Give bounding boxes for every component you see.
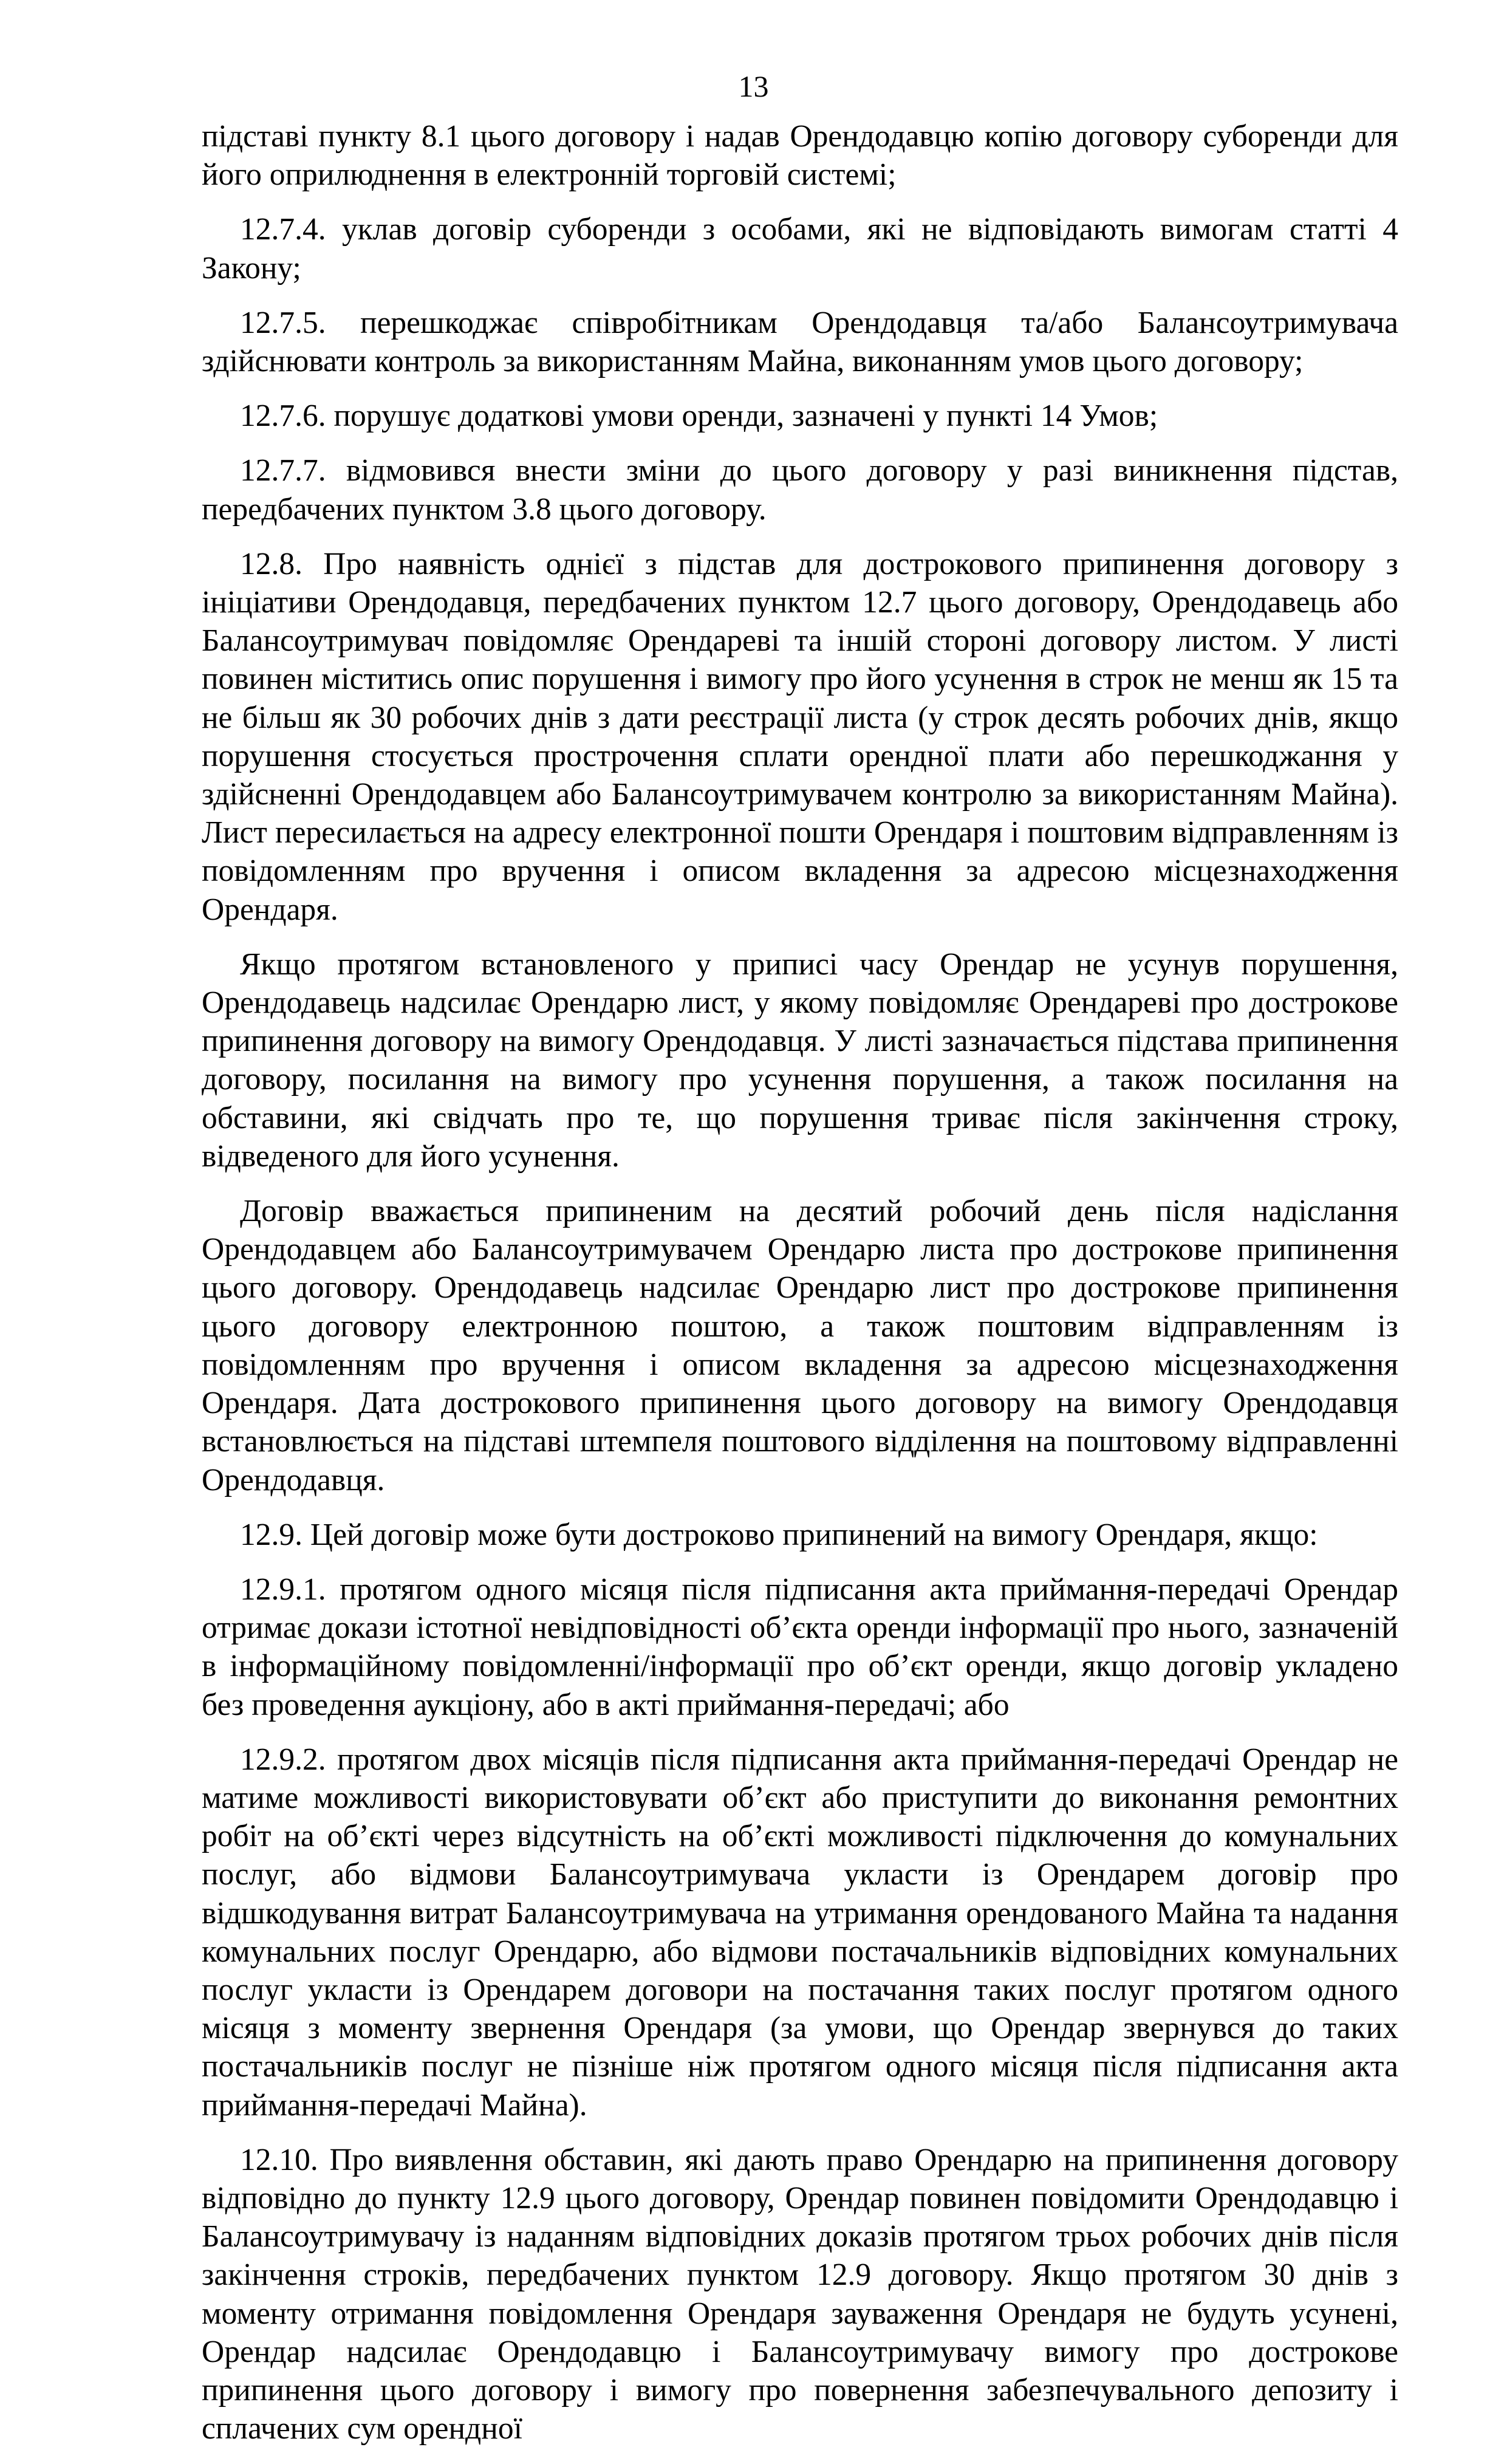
paragraph-12-7-4: 12.7.4. уклав договір суборенди з особами, які не відповідають вимогам статті 4 Закону;	[202, 212, 1398, 286]
paragraph-12-9: 12.9. Цей договір може бути достроково припинений на вимогу Орендаря, якщо:	[240, 1517, 1318, 1552]
page-number: 13	[738, 69, 769, 103]
paragraph-12-8: 12.8. Про наявність однієї з підстав для дострокового припинення договору з ініціативи Орендодавця, передбачених пунктом 12.7 цього договору, Орендодавець або Балансоутримувач повідомляє Орендареві та іншій стороні договору листом. У листі повинен міститись опис порушення і вимогу про його усунення в строк не менш як 15 та не більш як 30 робочих днів з дати реєстрації листа (у строк десять робочих днів, якщо порушення стосується прострочення сплати орендної плати або перешкоджання у здійсненні Орендодавцем або Балансоутримувачем контролю за використанням Майна). Лист пересилається на адресу електронної пошти Орендаря і поштовим відправленням із повідомленням про вручення і описом вкладення за адресою місцезнаходження Орендаря.	[202, 546, 1398, 927]
paragraph-12-10: 12.10. Про виявлення обставин, які дають право Орендарю на припинення договору відповідно до пункту 12.9 цього договору, Орендар повинен повідомити Орендодавцю і Балансоутримувачу із наданням відповідних доказів протягом трьох робочих днів після закінчення строків, передбачених пунктом 12.9 договору. Якщо протягом 30 днів з моменту отримання повідомлення Орендаря зауваження Орендаря не будуть усунені, Орендар надсилає Орендодавцю і Балансоутримувачу вимогу про дострокове припинення цього договору і вимогу про повернення забезпечувального депозиту і сплачених сум орендної	[202, 2142, 1398, 2446]
paragraph-12-8-termination-date: Договір вважається припиненим на десятий робочий день після надіслання Орендодавцем або Балансоутримувачем Орендарю листа про дострокове припинення цього договору. Орендодавець надсилає Орендарю лист про дострокове припинення цього договору електронною поштою, а також поштовим відправленням із повідомленням про вручення і описом вкладення за адресою місцезнаходження Орендаря. Дата дострокового припинення цього договору на вимогу Орендодавця встановлюється на підставі штемпеля поштового відділення на поштовому відправленні Орендодавця.	[202, 1194, 1398, 1497]
paragraph-12-9-2: 12.9.2. протягом двох місяців після підписання акта приймання-передачі Орендар не матиме можливості використовувати об’єкт або приступити до виконання ремонтних робіт на об’єкті через відсутність на об’єкті можливості підключення до комунальних послуг, або відмови Балансоутримувача укласти із Орендарем договір про відшкодування витрат Балансоутримувача на утримання орендованого Майна та надання комунальних послуг Орендарю, або відмови постачальників відповідних комунальних послуг укласти із Орендарем договори на постачання таких послуг протягом одного місяця з моменту звернення Орендаря (за умови, що Орендар звернувся до таких постачальників послуг не пізніше ніж протягом одного місяця після підписання акта приймання-передачі Майна).	[202, 1742, 1398, 2123]
paragraph-12-7-7: 12.7.7. відмовився внести зміни до цього договору у разі виникнення підстав, передбачених пунктом 3.8 цього договору.	[202, 453, 1398, 527]
paragraph-12-8-unresolved-violation: Якщо протягом встановленого у приписі часу Орендар не усунув порушення, Орендодавець надсилає Орендарю лист, у якому повідомляє Орендареві про дострокове припинення договору на вимогу Орендодавця. У листі зазначається підстава припинення договору, посилання на вимогу про усунення порушення, а також посилання на обставини, які свідчать про те, що порушення триває після закінчення строку, відведеного для його усунення.	[202, 946, 1398, 1174]
paragraph-12-7-3-continuation: підставі пункту 8.1 цього договору і надав Орендодавцю копію договору суборенди для його оприлюднення в електронній торговій системі;	[202, 119, 1398, 193]
paragraph-12-7-5: 12.7.5. перешкоджає співробітникам Орендодавця та/або Балансоутримувача здійснювати контроль за використанням Майна, виконанням умов цього договору;	[202, 305, 1398, 379]
document-body	[202, 117, 1398, 2464]
paragraph-12-9-1: 12.9.1. протягом одного місяця після підписання акта приймання-передачі Орендар отримає докази істотної невідповідності об’єкта оренди інформації про нього, зазначеній в інформаційному повідомленні/інформації про об’єкт оренди, якщо договір укладено без проведення аукціону, або в акті приймання-передачі; або	[202, 1572, 1398, 1722]
paragraph-12-7-6: 12.7.6. порушує додаткові умови оренди, зазначені у пункті 14 Умов;	[240, 399, 1158, 434]
